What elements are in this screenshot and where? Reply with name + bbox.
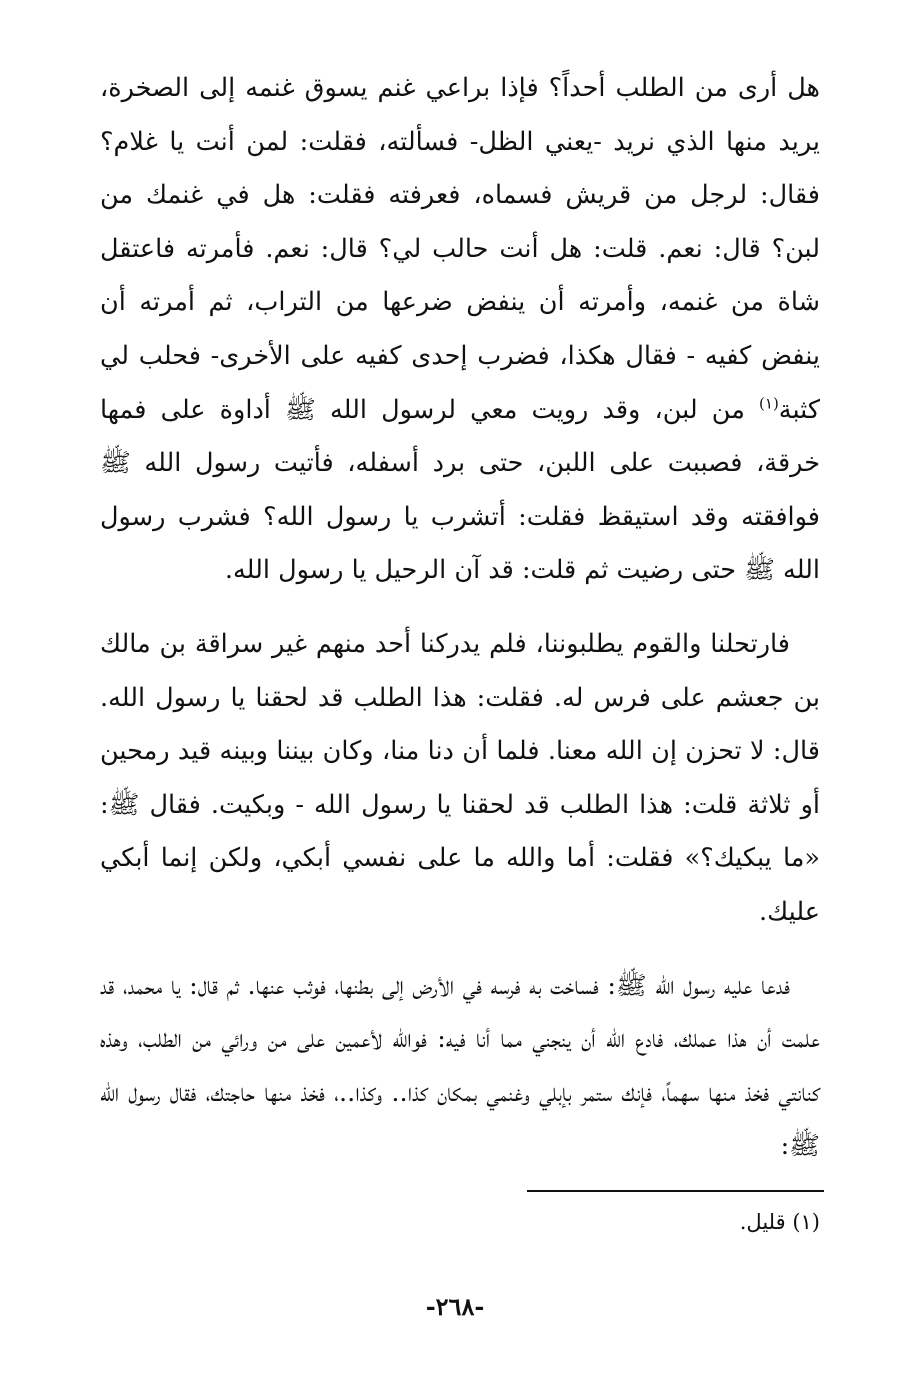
page-number: -٢٦٨-	[425, 1292, 485, 1321]
footnote-divider	[527, 1190, 824, 1192]
footnote-text: (١) قليل.	[739, 1210, 820, 1234]
paragraph-1	[100, 62, 820, 598]
paragraph-1-text-b: من لبن، وقد رويت معي لرسول الله ﷺ أداوة على فمها خرقة، فصببت على اللبن، حتى برد أسفله، فأتيت رسول الله ﷺ فوافقته وقد استيقظ فقلت: أتشرب يا رسول الله؟ فشرب رسول الله ﷺ حتى رضيت ثم قلت: قد آن الرحيل يا رسول الله.	[100, 394, 820, 586]
footnote-marker[interactable]: (١)	[759, 394, 779, 413]
page-body	[100, 62, 820, 1174]
paragraph-1-text-a: هل أرى من الطلب أحداً؟ فإذا براعي غنم يسوق غنمه إلى الصخرة، يريد منها الذي نريد -يعني الظل- فسألته، فقلت: لمن أنت يا غلام؟ فقال: لرجل من قريش فسماه، فعرفته فقلت: هل في غنمك من لبن؟ قال: نعم. قلت: هل أنت حالب لي؟ قال: نعم. فأمرته فاعتقل شاة من غنمه، وأمرته أن ينفض ضرعها من التراب، ثم أمرته أن ينفض كفيه - فقال هكذا، فضرب إحدى كفيه على الأخرى- فحلب لي كثبة	[100, 73, 820, 425]
paragraph-2: فارتحلنا والقوم يطلبوننا، فلم يدركنا أحد منهم غير سراقة بن مالك بن جعشم على فرس له. فقلت: هذا الطلب قد لحقنا يا رسول الله. قال: لا تحزن إن الله معنا. فلما أن دنا منا، وكان بيننا وبينه قيد رمحين أو ثلاثة قلت: هذا الطلب قد لحقنا يا رسول الله - وبكيت. فقال ﷺ: «ما يبكيك؟» فقلت: أما والله ما على نفسي أبكي، ولكن إنما أبكي عليك.	[100, 628, 820, 927]
paragraph-3: فدعا عليه رسول الله ﷺ: فساخت به فرسه في الأرض إلى بطنها، فوثب عنها. ثم قال: يا محمد، قد علمت أن هذا عملك، فادع الله أن ينجني مما أنا فيه: فوالله لأعمين على من ورائي من الطلب، وهذه كنانتي فخذ منها سهماً، فإنك ستمر بإبلي وغنمي بمكان كذا.. وكذا..، فخذ منها حاجتك، فقال رسول الله ﷺ:	[100, 970, 820, 1162]
